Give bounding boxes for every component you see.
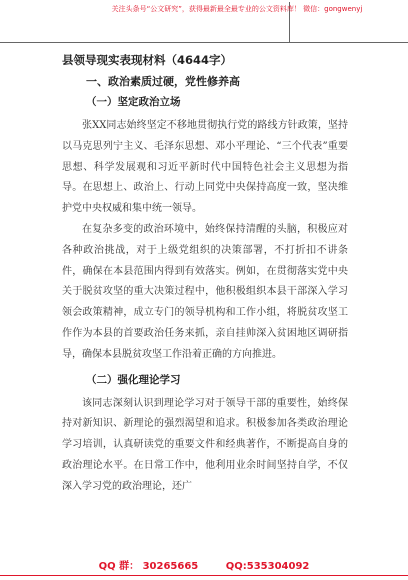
section-heading-1: 一、政治素质过硬，党性修养高 — [86, 75, 240, 88]
header-note: 关注头条号“公文研究”，获得最新最全最专业的公文资料库！ 微信：gongwenyj — [111, 5, 363, 13]
document-body — [62, 52, 348, 498]
header-rule — [0, 42, 408, 43]
sub-heading-1: （一）坚定政治立场 — [86, 96, 181, 108]
paragraph: 在复杂多变的政治环境中，始终保持清醒的头脑，积极应对各种政治挑战，对于上级党组织的决策部署，不打折扣不讲条件，确保在本县范围内得到有效落实。例如，在贯彻落实党中央关于脱贫攻坚的重大决策过程中，他积极组织本县干部深入学习领会政策精神，成立专门的领导机构和工作小组，将脱贫攻坚工作作为本县的首要政治任务来抓，亲自挂帅深入贫困地区调研指导，确保本县脱贫攻坚工作沿着正确的方向推进。 — [62, 223, 348, 360]
footer-qq: QQ:535304092 — [225, 561, 310, 572]
footer-rule — [0, 575, 408, 576]
footer-contact — [0, 560, 408, 574]
footer-qq-group: QQ 群： 30265665 — [98, 561, 199, 572]
sub-heading-2: （二）强化理论学习 — [86, 373, 181, 386]
paragraph: 该同志深刻认识到理论学习对于领导干部的重要性，始终保持对新知识、新理论的强烈渴望和追求。积极参加各类政治理论学习培训，认真研读党的重要文件和经典著作，不断提高自身的政治理论水平。在日常工作中，他利用业余时间坚持自学，不仅深入学习党的政治理论，还广 — [62, 397, 348, 492]
paragraph: 张XX同志始终坚定不移地贯彻执行党的路线方针政策，坚持以马克思列宁主义、毛泽东思想、邓小平理论、“三个代表”重要思想、科学发展观和习近平新时代中国特色社会主义思想为指导。在思想上、政治上、行动上同党中央保持高度一致，坚决维护党中央权威和集中统一领导。 — [62, 120, 348, 215]
document-title: 县领导现实表现材料（4644字） — [62, 53, 233, 67]
